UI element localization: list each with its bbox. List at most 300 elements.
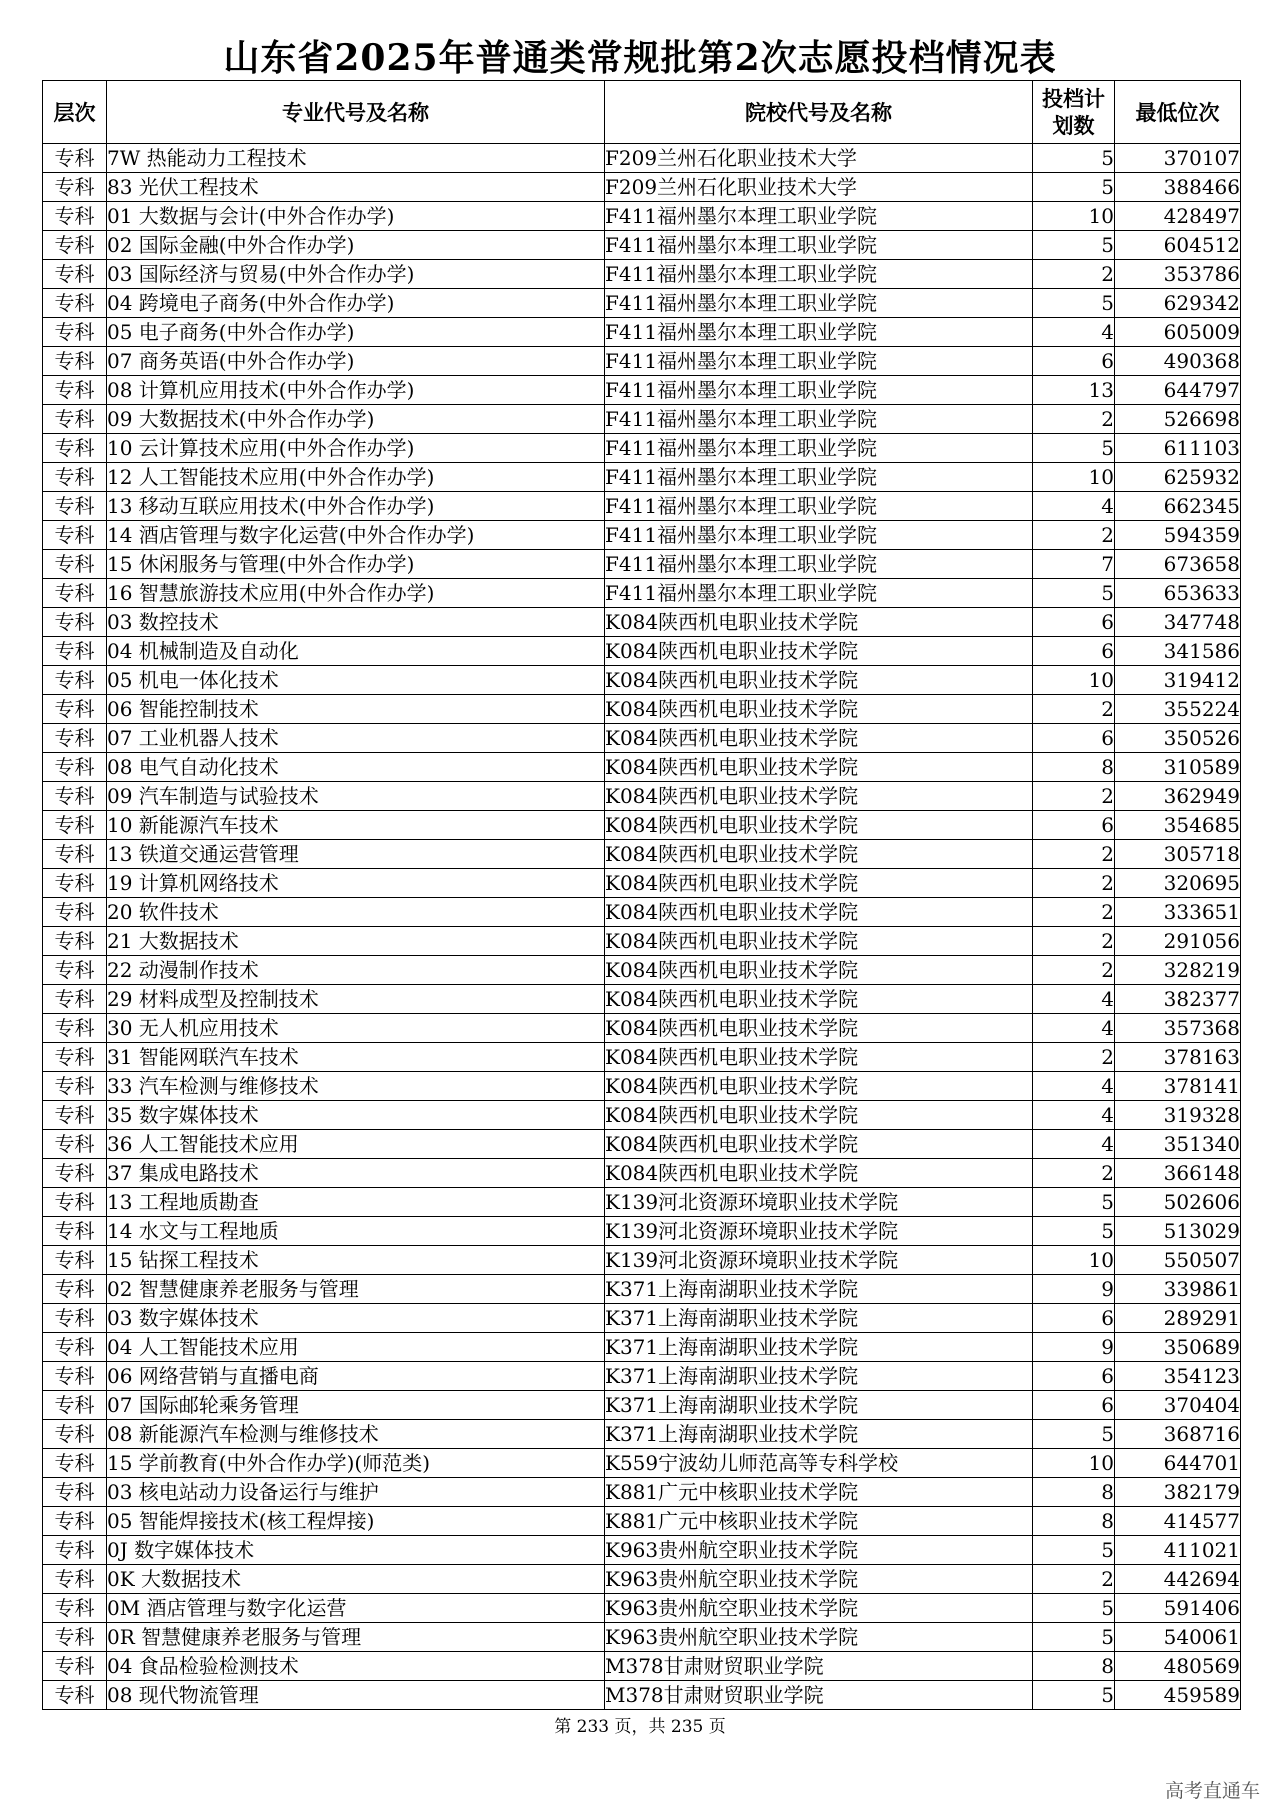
table-row <box>43 782 1241 811</box>
cell-school: K881广元中核职业技术学院 <box>605 1478 1033 1507</box>
admission-table <box>42 80 1241 1710</box>
cell-rank: 328219 <box>1115 956 1241 985</box>
table-row <box>43 1652 1241 1681</box>
table-row <box>43 1246 1241 1275</box>
cell-major: 12 人工智能技术应用(中外合作办学) <box>107 463 605 492</box>
cell-school: K084陕西机电职业技术学院 <box>605 753 1033 782</box>
cell-level: 专科 <box>43 1101 107 1130</box>
cell-rank: 604512 <box>1115 231 1241 260</box>
cell-school: F411福州墨尔本理工职业学院 <box>605 521 1033 550</box>
table-header-row <box>43 81 1241 144</box>
cell-rank: 378141 <box>1115 1072 1241 1101</box>
cell-school: K084陕西机电职业技术学院 <box>605 956 1033 985</box>
cell-plan: 2 <box>1033 405 1115 434</box>
cell-major: 04 食品检验检测技术 <box>107 1652 605 1681</box>
cell-level: 专科 <box>43 1507 107 1536</box>
cell-school: F411福州墨尔本理工职业学院 <box>605 376 1033 405</box>
cell-rank: 351340 <box>1115 1130 1241 1159</box>
cell-plan: 5 <box>1033 231 1115 260</box>
cell-plan: 5 <box>1033 579 1115 608</box>
cell-major: 01 大数据与会计(中外合作办学) <box>107 202 605 231</box>
table-row <box>43 956 1241 985</box>
cell-plan: 8 <box>1033 753 1115 782</box>
cell-level: 专科 <box>43 347 107 376</box>
cell-major: 07 商务英语(中外合作办学) <box>107 347 605 376</box>
page-number: 第 233 页，共 235 页 <box>554 1717 726 1737</box>
cell-level: 专科 <box>43 144 107 173</box>
cell-plan: 5 <box>1033 1623 1115 1652</box>
cell-school: K963贵州航空职业技术学院 <box>605 1594 1033 1623</box>
cell-school: K559宁波幼儿师范高等专科学校 <box>605 1449 1033 1478</box>
table-row <box>43 1188 1241 1217</box>
cell-major: 0R 智慧健康养老服务与管理 <box>107 1623 605 1652</box>
cell-level: 专科 <box>43 376 107 405</box>
cell-plan: 10 <box>1033 666 1115 695</box>
cell-level: 专科 <box>43 898 107 927</box>
table-row <box>43 1043 1241 1072</box>
cell-plan: 4 <box>1033 492 1115 521</box>
cell-school: F209兰州石化职业技术大学 <box>605 144 1033 173</box>
table-row <box>43 1362 1241 1391</box>
table-row <box>43 898 1241 927</box>
cell-rank: 550507 <box>1115 1246 1241 1275</box>
cell-major: 21 大数据技术 <box>107 927 605 956</box>
cell-rank: 591406 <box>1115 1594 1241 1623</box>
cell-major: 0K 大数据技术 <box>107 1565 605 1594</box>
cell-level: 专科 <box>43 463 107 492</box>
cell-plan: 4 <box>1033 1101 1115 1130</box>
cell-rank: 354685 <box>1115 811 1241 840</box>
cell-major: 04 人工智能技术应用 <box>107 1333 605 1362</box>
cell-major: 30 无人机应用技术 <box>107 1014 605 1043</box>
cell-rank: 291056 <box>1115 927 1241 956</box>
cell-plan: 2 <box>1033 869 1115 898</box>
table-row <box>43 811 1241 840</box>
cell-level: 专科 <box>43 1333 107 1362</box>
cell-rank: 333651 <box>1115 898 1241 927</box>
table-row <box>43 1159 1241 1188</box>
cell-rank: 382377 <box>1115 985 1241 1014</box>
cell-school: K084陕西机电职业技术学院 <box>605 1159 1033 1188</box>
cell-level: 专科 <box>43 840 107 869</box>
cell-rank: 459589 <box>1115 1681 1241 1710</box>
table-row <box>43 1101 1241 1130</box>
cell-level: 专科 <box>43 1565 107 1594</box>
cell-major: 06 网络营销与直播电商 <box>107 1362 605 1391</box>
cell-rank: 388466 <box>1115 173 1241 202</box>
table-row <box>43 318 1241 347</box>
cell-major: 0M 酒店管理与数字化运营 <box>107 1594 605 1623</box>
table-row <box>43 637 1241 666</box>
cell-major: 35 数字媒体技术 <box>107 1101 605 1130</box>
cell-major: 13 铁道交通运营管理 <box>107 840 605 869</box>
cell-rank: 611103 <box>1115 434 1241 463</box>
cell-level: 专科 <box>43 231 107 260</box>
cell-level: 专科 <box>43 956 107 985</box>
cell-plan: 2 <box>1033 1159 1115 1188</box>
cell-major: 07 工业机器人技术 <box>107 724 605 753</box>
table-row <box>43 1130 1241 1159</box>
cell-rank: 350526 <box>1115 724 1241 753</box>
cell-school: K084陕西机电职业技术学院 <box>605 724 1033 753</box>
cell-level: 专科 <box>43 289 107 318</box>
cell-major: 15 学前教育(中外合作办学)(师范类) <box>107 1449 605 1478</box>
cell-school: K371上海南湖职业技术学院 <box>605 1333 1033 1362</box>
cell-plan: 6 <box>1033 637 1115 666</box>
cell-rank: 368716 <box>1115 1420 1241 1449</box>
cell-school: F411福州墨尔本理工职业学院 <box>605 434 1033 463</box>
cell-school: K084陕西机电职业技术学院 <box>605 782 1033 811</box>
cell-major: 09 汽车制造与试验技术 <box>107 782 605 811</box>
table-row <box>43 724 1241 753</box>
cell-school: K084陕西机电职业技术学院 <box>605 927 1033 956</box>
cell-rank: 625932 <box>1115 463 1241 492</box>
cell-plan: 6 <box>1033 1391 1115 1420</box>
cell-level: 专科 <box>43 1217 107 1246</box>
cell-major: 36 人工智能技术应用 <box>107 1130 605 1159</box>
cell-level: 专科 <box>43 260 107 289</box>
cell-rank: 526698 <box>1115 405 1241 434</box>
cell-school: K139河北资源环境职业技术学院 <box>605 1217 1033 1246</box>
table-row <box>43 289 1241 318</box>
cell-major: 08 新能源汽车检测与维修技术 <box>107 1420 605 1449</box>
cell-major: 02 智慧健康养老服务与管理 <box>107 1275 605 1304</box>
cell-major: 14 水文与工程地质 <box>107 1217 605 1246</box>
cell-rank: 673658 <box>1115 550 1241 579</box>
cell-plan: 6 <box>1033 811 1115 840</box>
table-row <box>43 260 1241 289</box>
cell-major: 14 酒店管理与数字化运营(中外合作办学) <box>107 521 605 550</box>
cell-major: 05 智能焊接技术(核工程焊接) <box>107 1507 605 1536</box>
cell-school: K084陕西机电职业技术学院 <box>605 1130 1033 1159</box>
cell-major: 03 数字媒体技术 <box>107 1304 605 1333</box>
cell-rank: 414577 <box>1115 1507 1241 1536</box>
table-row <box>43 579 1241 608</box>
table-row <box>43 695 1241 724</box>
cell-rank: 644797 <box>1115 376 1241 405</box>
cell-level: 专科 <box>43 1449 107 1478</box>
cell-plan: 2 <box>1033 927 1115 956</box>
cell-school: F411福州墨尔本理工职业学院 <box>605 550 1033 579</box>
table-row <box>43 608 1241 637</box>
cell-school: F411福州墨尔本理工职业学院 <box>605 463 1033 492</box>
cell-rank: 382179 <box>1115 1478 1241 1507</box>
cell-rank: 362949 <box>1115 782 1241 811</box>
table-row <box>43 463 1241 492</box>
cell-rank: 347748 <box>1115 608 1241 637</box>
cell-plan: 2 <box>1033 1043 1115 1072</box>
table-row <box>43 1536 1241 1565</box>
cell-plan: 5 <box>1033 434 1115 463</box>
cell-plan: 4 <box>1033 985 1115 1014</box>
table-row <box>43 1594 1241 1623</box>
cell-major: 29 材料成型及控制技术 <box>107 985 605 1014</box>
table-row <box>43 1565 1241 1594</box>
table-row <box>43 550 1241 579</box>
cell-plan: 8 <box>1033 1478 1115 1507</box>
cell-rank: 320695 <box>1115 869 1241 898</box>
table-row <box>43 1478 1241 1507</box>
header-plan <box>1033 81 1115 144</box>
cell-plan: 5 <box>1033 1536 1115 1565</box>
watermark: 高考直通车 <box>1164 1780 1260 1802</box>
cell-school: K963贵州航空职业技术学院 <box>605 1536 1033 1565</box>
cell-level: 专科 <box>43 666 107 695</box>
table-row <box>43 1072 1241 1101</box>
cell-plan: 5 <box>1033 1420 1115 1449</box>
cell-plan: 2 <box>1033 840 1115 869</box>
cell-plan: 4 <box>1033 1072 1115 1101</box>
table-row <box>43 1449 1241 1478</box>
cell-major: 03 数控技术 <box>107 608 605 637</box>
cell-school: K963贵州航空职业技术学院 <box>605 1623 1033 1652</box>
table-row <box>43 666 1241 695</box>
table-row <box>43 405 1241 434</box>
cell-major: 13 工程地质勘查 <box>107 1188 605 1217</box>
cell-school: F411福州墨尔本理工职业学院 <box>605 260 1033 289</box>
cell-major: 10 云计算技术应用(中外合作办学) <box>107 434 605 463</box>
cell-plan: 4 <box>1033 318 1115 347</box>
table-row <box>43 1333 1241 1362</box>
cell-school: F411福州墨尔本理工职业学院 <box>605 318 1033 347</box>
cell-school: K371上海南湖职业技术学院 <box>605 1275 1033 1304</box>
cell-rank: 502606 <box>1115 1188 1241 1217</box>
cell-rank: 594359 <box>1115 521 1241 550</box>
cell-school: K371上海南湖职业技术学院 <box>605 1420 1033 1449</box>
cell-school: K084陕西机电职业技术学院 <box>605 898 1033 927</box>
cell-rank: 366148 <box>1115 1159 1241 1188</box>
table-row <box>43 840 1241 869</box>
cell-level: 专科 <box>43 550 107 579</box>
cell-plan: 4 <box>1033 1130 1115 1159</box>
cell-school: F411福州墨尔本理工职业学院 <box>605 202 1033 231</box>
table-row <box>43 1420 1241 1449</box>
cell-plan: 6 <box>1033 1362 1115 1391</box>
cell-level: 专科 <box>43 1014 107 1043</box>
cell-rank: 289291 <box>1115 1304 1241 1333</box>
table-row <box>43 985 1241 1014</box>
cell-major: 05 机电一体化技术 <box>107 666 605 695</box>
cell-major: 15 钻探工程技术 <box>107 1246 605 1275</box>
cell-school: K084陕西机电职业技术学院 <box>605 1014 1033 1043</box>
cell-level: 专科 <box>43 782 107 811</box>
cell-school: K139河北资源环境职业技术学院 <box>605 1188 1033 1217</box>
cell-major: 02 国际金融(中外合作办学) <box>107 231 605 260</box>
cell-level: 专科 <box>43 1275 107 1304</box>
cell-level: 专科 <box>43 637 107 666</box>
cell-level: 专科 <box>43 1043 107 1072</box>
header-school: 院校代号及名称 <box>605 81 1033 144</box>
cell-level: 专科 <box>43 1478 107 1507</box>
cell-rank: 428497 <box>1115 202 1241 231</box>
table-row <box>43 173 1241 202</box>
cell-school: F411福州墨尔本理工职业学院 <box>605 405 1033 434</box>
cell-school: K881广元中核职业技术学院 <box>605 1507 1033 1536</box>
cell-major: 10 新能源汽车技术 <box>107 811 605 840</box>
cell-major: 31 智能网联汽车技术 <box>107 1043 605 1072</box>
cell-major: 03 国际经济与贸易(中外合作办学) <box>107 260 605 289</box>
cell-level: 专科 <box>43 811 107 840</box>
cell-school: K084陕西机电职业技术学院 <box>605 637 1033 666</box>
table-row <box>43 1623 1241 1652</box>
cell-major: 0J 数字媒体技术 <box>107 1536 605 1565</box>
cell-major: 08 现代物流管理 <box>107 1681 605 1710</box>
cell-school: K084陕西机电职业技术学院 <box>605 840 1033 869</box>
table-row <box>43 376 1241 405</box>
cell-rank: 355224 <box>1115 695 1241 724</box>
cell-rank: 490368 <box>1115 347 1241 376</box>
table-row <box>43 492 1241 521</box>
cell-major: 05 电子商务(中外合作办学) <box>107 318 605 347</box>
cell-major: 22 动漫制作技术 <box>107 956 605 985</box>
cell-level: 专科 <box>43 869 107 898</box>
cell-level: 专科 <box>43 695 107 724</box>
cell-plan: 5 <box>1033 1217 1115 1246</box>
cell-rank: 370107 <box>1115 144 1241 173</box>
cell-school: K963贵州航空职业技术学院 <box>605 1565 1033 1594</box>
cell-major: 08 电气自动化技术 <box>107 753 605 782</box>
cell-plan: 5 <box>1033 1188 1115 1217</box>
cell-school: F411福州墨尔本理工职业学院 <box>605 492 1033 521</box>
cell-plan: 4 <box>1033 1014 1115 1043</box>
cell-school: K371上海南湖职业技术学院 <box>605 1362 1033 1391</box>
table-row <box>43 202 1241 231</box>
cell-plan: 5 <box>1033 173 1115 202</box>
cell-rank: 378163 <box>1115 1043 1241 1072</box>
cell-plan: 2 <box>1033 260 1115 289</box>
cell-major: 03 核电站动力设备运行与维护 <box>107 1478 605 1507</box>
cell-plan: 5 <box>1033 1594 1115 1623</box>
cell-school: K371上海南湖职业技术学院 <box>605 1304 1033 1333</box>
cell-plan: 8 <box>1033 1507 1115 1536</box>
cell-level: 专科 <box>43 492 107 521</box>
cell-rank: 341586 <box>1115 637 1241 666</box>
cell-level: 专科 <box>43 1130 107 1159</box>
cell-school: F411福州墨尔本理工职业学院 <box>605 579 1033 608</box>
cell-plan: 5 <box>1033 144 1115 173</box>
table-row <box>43 347 1241 376</box>
cell-school: F411福州墨尔本理工职业学院 <box>605 347 1033 376</box>
table-row <box>43 434 1241 463</box>
page-title: 山东省2025年普通类常规批第2次志愿投档情况表 <box>223 37 1057 79</box>
cell-level: 专科 <box>43 405 107 434</box>
header-major: 专业代号及名称 <box>107 81 605 144</box>
table-row <box>43 1304 1241 1333</box>
cell-major: 07 国际邮轮乘务管理 <box>107 1391 605 1420</box>
cell-major: 83 光伏工程技术 <box>107 173 605 202</box>
cell-plan: 6 <box>1033 1304 1115 1333</box>
cell-level: 专科 <box>43 318 107 347</box>
cell-plan: 7 <box>1033 550 1115 579</box>
cell-school: F209兰州石化职业技术大学 <box>605 173 1033 202</box>
cell-level: 专科 <box>43 1652 107 1681</box>
table-row <box>43 1275 1241 1304</box>
cell-plan: 2 <box>1033 956 1115 985</box>
cell-rank: 411021 <box>1115 1536 1241 1565</box>
cell-rank: 653633 <box>1115 579 1241 608</box>
cell-level: 专科 <box>43 1391 107 1420</box>
cell-rank: 540061 <box>1115 1623 1241 1652</box>
cell-plan: 6 <box>1033 724 1115 753</box>
table-row <box>43 1507 1241 1536</box>
cell-school: M378甘肃财贸职业学院 <box>605 1681 1033 1710</box>
cell-plan: 6 <box>1033 608 1115 637</box>
header-plan-line2: 划数 <box>1052 113 1095 138</box>
cell-major: 37 集成电路技术 <box>107 1159 605 1188</box>
cell-school: K084陕西机电职业技术学院 <box>605 1043 1033 1072</box>
cell-rank: 339861 <box>1115 1275 1241 1304</box>
header-rank: 最低位次 <box>1115 81 1241 144</box>
table-row <box>43 231 1241 260</box>
cell-level: 专科 <box>43 202 107 231</box>
cell-plan: 9 <box>1033 1333 1115 1362</box>
cell-school: K084陕西机电职业技术学院 <box>605 1072 1033 1101</box>
cell-level: 专科 <box>43 434 107 463</box>
table-row <box>43 1217 1241 1246</box>
cell-plan: 10 <box>1033 202 1115 231</box>
cell-major: 16 智慧旅游技术应用(中外合作办学) <box>107 579 605 608</box>
cell-level: 专科 <box>43 985 107 1014</box>
cell-school: F411福州墨尔本理工职业学院 <box>605 289 1033 318</box>
table-body <box>43 144 1241 1710</box>
cell-plan: 5 <box>1033 289 1115 318</box>
cell-plan: 8 <box>1033 1652 1115 1681</box>
cell-rank: 644701 <box>1115 1449 1241 1478</box>
cell-level: 专科 <box>43 579 107 608</box>
cell-rank: 305718 <box>1115 840 1241 869</box>
cell-rank: 354123 <box>1115 1362 1241 1391</box>
cell-rank: 353786 <box>1115 260 1241 289</box>
table-row <box>43 1014 1241 1043</box>
table-row <box>43 521 1241 550</box>
cell-level: 专科 <box>43 1159 107 1188</box>
cell-level: 专科 <box>43 1623 107 1652</box>
cell-level: 专科 <box>43 1304 107 1333</box>
cell-rank: 513029 <box>1115 1217 1241 1246</box>
cell-school: K084陕西机电职业技术学院 <box>605 608 1033 637</box>
cell-level: 专科 <box>43 927 107 956</box>
cell-rank: 629342 <box>1115 289 1241 318</box>
cell-major: 09 大数据技术(中外合作办学) <box>107 405 605 434</box>
cell-level: 专科 <box>43 1536 107 1565</box>
cell-major: 06 智能控制技术 <box>107 695 605 724</box>
cell-school: K084陕西机电职业技术学院 <box>605 811 1033 840</box>
header-level: 层次 <box>43 81 107 144</box>
cell-level: 专科 <box>43 1681 107 1710</box>
cell-level: 专科 <box>43 608 107 637</box>
cell-school: K084陕西机电职业技术学院 <box>605 985 1033 1014</box>
cell-level: 专科 <box>43 1594 107 1623</box>
cell-rank: 350689 <box>1115 1333 1241 1362</box>
cell-level: 专科 <box>43 724 107 753</box>
cell-major: 33 汽车检测与维修技术 <box>107 1072 605 1101</box>
cell-plan: 10 <box>1033 1246 1115 1275</box>
cell-school: K084陕西机电职业技术学院 <box>605 666 1033 695</box>
cell-level: 专科 <box>43 1072 107 1101</box>
cell-school: K084陕西机电职业技术学院 <box>605 1101 1033 1130</box>
cell-major: 20 软件技术 <box>107 898 605 927</box>
table-row <box>43 753 1241 782</box>
cell-plan: 2 <box>1033 1565 1115 1594</box>
cell-plan: 2 <box>1033 521 1115 550</box>
cell-school: F411福州墨尔本理工职业学院 <box>605 231 1033 260</box>
cell-plan: 10 <box>1033 463 1115 492</box>
cell-school: K139河北资源环境职业技术学院 <box>605 1246 1033 1275</box>
header-plan-line1: 投档计 <box>1042 86 1105 111</box>
cell-plan: 5 <box>1033 1681 1115 1710</box>
cell-rank: 357368 <box>1115 1014 1241 1043</box>
cell-major: 7W 热能动力工程技术 <box>107 144 605 173</box>
